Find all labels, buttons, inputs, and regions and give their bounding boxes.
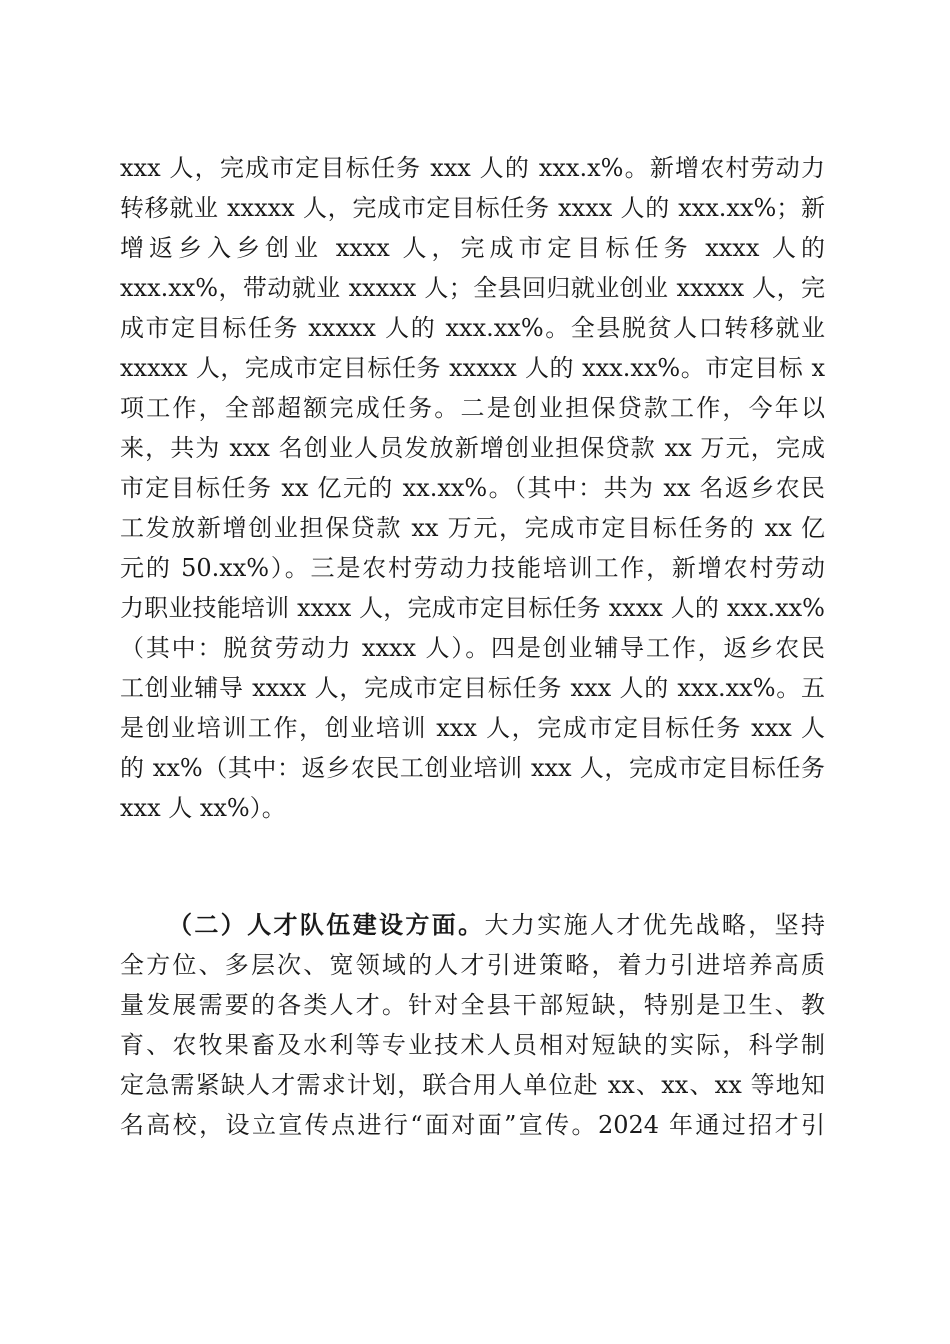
paragraph-employment-stats xyxy=(120,148,825,828)
text-line: xxx 人 xx%）。 xyxy=(120,794,286,822)
text-line: 来，共为 xxx 名创业人员发放新增创业担保贷款 xx 万元，完成 xyxy=(120,434,825,462)
text-line: 名高校，设立宣传点进行“面对面”宣传。2024 年通过招才引 xyxy=(120,1111,825,1139)
text-line: 定急需紧缺人才需求计划，联合用人单位赴 xx、xx、xx 等地知 xyxy=(120,1071,825,1099)
text-line: 增返乡入乡创业 xxxx 人，完成市定目标任务 xxxx 人的 xyxy=(120,234,825,262)
text-line: 育、农牧果畜及水利等专业技术人员相对短缺的实际，科学制 xyxy=(120,1031,825,1059)
paragraph-talent-team xyxy=(120,905,825,1145)
text-line: xxxxx 人，完成市定目标任务 xxxxx 人的 xxx.xx%。市定目标 x xyxy=(120,354,825,382)
text-line: 量发展需要的各类人才。针对全县干部短缺，特别是卫生、教 xyxy=(120,991,825,1019)
text-line: 项工作，全部超额完成任务。二是创业担保贷款工作，今年以 xyxy=(120,394,825,422)
text-line: 元的 50.xx%）。三是农村劳动力技能培训工作，新增农村劳动 xyxy=(120,554,825,582)
section-heading: （二）人才队伍建设方面。 xyxy=(168,910,485,939)
text-line: 是创业培训工作，创业培训 xxx 人，完成市定目标任务 xxx 人 xyxy=(120,714,825,742)
text-line: xxx.xx%，带动就业 xxxxx 人；全县回归就业创业 xxxxx 人，完 xyxy=(120,274,825,302)
text-line: 市定目标任务 xx 亿元的 xx.xx%。（其中：共为 xx 名返乡农民 xyxy=(120,474,825,502)
text-line: 转移就业 xxxxx 人，完成市定目标任务 xxxx 人的 xxx.xx%；新 xyxy=(120,194,825,222)
text-line: 工发放新增创业担保贷款 xx 万元，完成市定目标任务的 xx 亿 xyxy=(120,514,825,542)
text-line: 工创业辅导 xxxx 人，完成市定目标任务 xxx 人的 xxx.xx%。五 xyxy=(120,674,825,702)
text-line: （其中：脱贫劳动力 xxxx 人）。四是创业辅导工作，返乡农民 xyxy=(120,634,825,662)
text-line-first xyxy=(120,905,825,945)
text-line: 成市定目标任务 xxxxx 人的 xxx.xx%。全县脱贫人口转移就业 xyxy=(120,314,825,342)
text-line: 全方位、多层次、宽领域的人才引进策略，着力引进培养高质 xyxy=(120,951,825,979)
text-run: 大力实施人才优先战略，坚持 xyxy=(484,911,825,939)
text-line: 力职业技能培训 xxxx 人，完成市定目标任务 xxxx 人的 xxx.xx% xyxy=(120,594,825,622)
text-line: xxx 人，完成市定目标任务 xxx 人的 xxx.x%。新增农村劳动力 xyxy=(120,154,825,182)
text-line: 的 xx%（其中：返乡农民工创业培训 xxx 人，完成市定目标任务 xyxy=(120,754,825,782)
